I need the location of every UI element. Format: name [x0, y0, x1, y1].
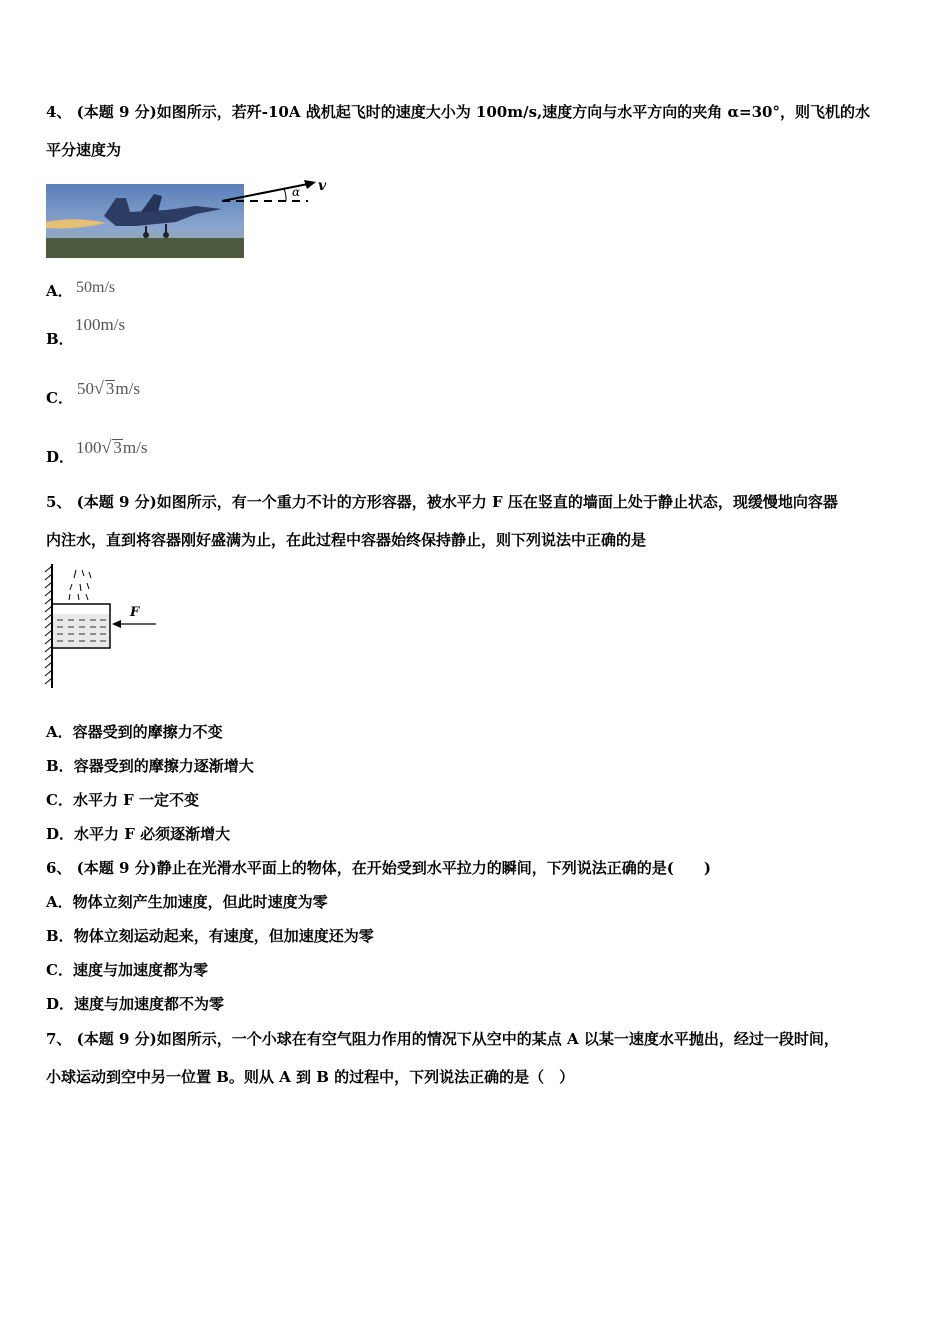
q7-stem-line-1	[46, 1028, 908, 1050]
option-label: C．	[46, 389, 73, 407]
option-text: 速度与加速度都为零	[72, 961, 208, 979]
q5-stem-line-2	[46, 529, 908, 551]
option-label: C．	[46, 791, 73, 809]
angle-arc	[284, 189, 286, 201]
wall-hatching	[45, 566, 52, 684]
option-label: A．	[46, 723, 73, 741]
q5-option-a[interactable]	[46, 721, 223, 743]
ground	[46, 238, 244, 258]
option-value: 50m/s	[76, 279, 116, 296]
q4-stem-text-1: (本题 9 分)如图所示，若歼-10A 战机起飞时的速度大小为 100m/s,速度方向与水平方向的夹角 α=30°，则飞机的水	[76, 103, 870, 121]
option-label: B．	[46, 927, 74, 945]
q4-stem-text-2: 平分速度为	[46, 141, 122, 159]
v-label: v	[318, 178, 327, 194]
option-label: C．	[46, 961, 73, 979]
option-text: 容器受到的摩擦力不变	[72, 723, 223, 741]
option-value: 100√ 3m/s	[76, 437, 148, 457]
velocity-arrowhead	[304, 180, 316, 189]
option-text: 水平力 F 一定不变	[72, 791, 200, 809]
option-label: D．	[46, 448, 75, 466]
q7-stem-text-1: (本题 9 分)如图所示，一个小球在有空气阻力作用的情况下从空中的某点 A 以某一速度水平抛出，经过一段时间，	[76, 1030, 839, 1048]
option-text: 速度与加速度都不为零	[74, 995, 225, 1013]
q5-number: 5、	[46, 493, 72, 511]
force-label: F	[130, 605, 140, 620]
q6-option-c[interactable]	[46, 959, 208, 981]
q5-stem-text-2: 内注水，直到将容器刚好盛满为止，在此过程中容器始终保持静止，则下列说法中正确的是	[46, 531, 647, 549]
q6-option-d[interactable]	[46, 993, 224, 1015]
option-text: 容器受到的摩擦力逐渐增大	[73, 757, 254, 775]
option-value: 100m/s	[75, 315, 126, 334]
option-label: B．	[46, 757, 74, 775]
q4-number: 4、	[46, 103, 72, 121]
option-text: 物体立刻运动起来，有速度，但加速度还为零	[73, 927, 374, 945]
falling-water-streams	[69, 570, 91, 600]
option-value: 50√ 3m/s	[77, 378, 140, 398]
option-label: D．	[46, 825, 75, 843]
q7-number: 7、	[46, 1030, 72, 1048]
q4-option-a[interactable]	[46, 279, 116, 302]
q5-option-c[interactable]	[46, 789, 199, 811]
q6-number: 6、	[46, 859, 72, 877]
q5-stem-line-1	[46, 491, 908, 513]
q6-stem-line-1	[46, 857, 908, 879]
q4-option-d[interactable]	[46, 437, 148, 468]
q7-stem-text-2: 小球运动到空中另一位置 B。则从 A 到 B 的过程中，下列说法正确的是（ ）	[46, 1068, 575, 1086]
q6-option-a[interactable]	[46, 891, 328, 913]
q7-stem-line-2	[46, 1066, 908, 1088]
alpha-label: α	[292, 185, 301, 199]
force-arrowhead	[112, 620, 121, 628]
option-text: 水平力 F 必须逐渐增大	[74, 825, 231, 843]
q5-option-b[interactable]	[46, 755, 254, 777]
q5-option-d[interactable]	[46, 823, 230, 845]
container-on-wall-figure	[42, 564, 162, 692]
q5-stem-text-1: (本题 9 分)如图所示，有一个重力不计的方形容器，被水平力 F 压在竖直的墙面上处于静止状态，现缓慢地向容器	[76, 493, 838, 511]
option-label: D．	[46, 995, 75, 1013]
option-label: A．	[46, 282, 73, 300]
q4-stem-line-1	[46, 101, 908, 123]
option-text: 物体立刻产生加速度，但此时速度为零	[72, 893, 328, 911]
option-label: A．	[46, 893, 73, 911]
q6-stem-text-1: (本题 9 分)静止在光滑水平面上的物体，在开始受到水平拉力的瞬间，下列说法正确的是( )	[76, 859, 711, 877]
option-label: B．	[46, 330, 74, 348]
q4-stem-line-2	[46, 139, 908, 161]
q4-option-b[interactable]	[46, 315, 126, 350]
q4-option-c[interactable]	[46, 378, 140, 409]
jet-fighter-figure	[46, 176, 336, 260]
water	[53, 614, 109, 647]
q6-option-b[interactable]	[46, 925, 374, 947]
